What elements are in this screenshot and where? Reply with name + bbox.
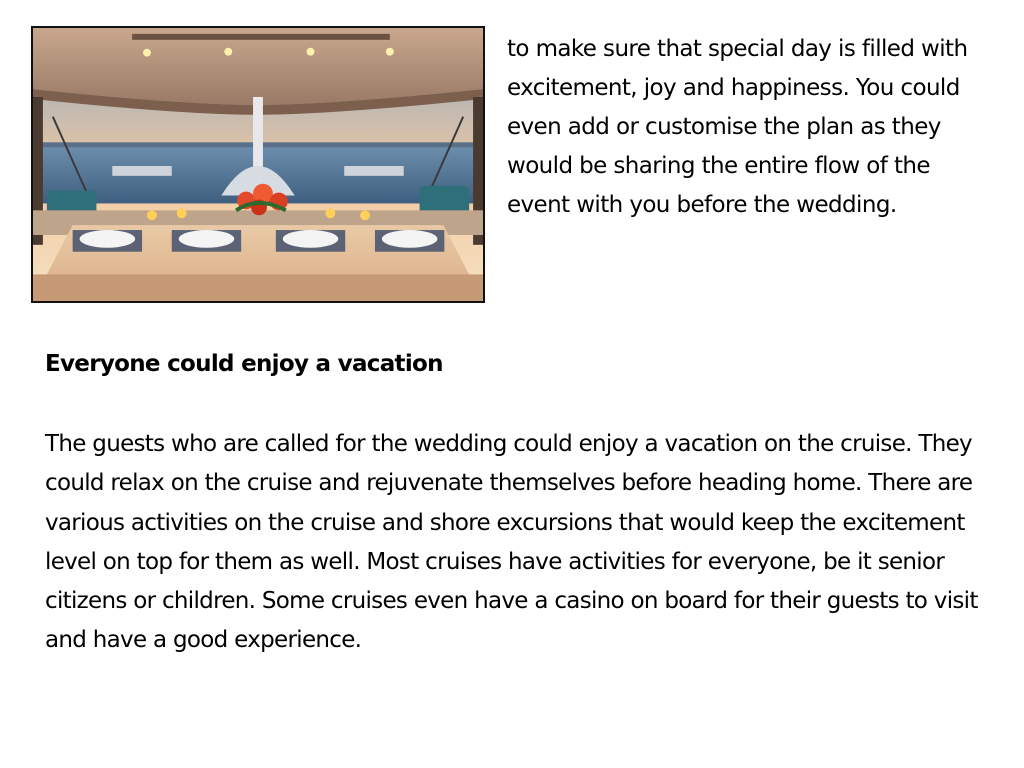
intro-paragraph: to make sure that special day is filled with excitement, joy and happiness. You could even add or customise the plan as they would be sharing the entire flow of the event with you before the wedding. [507, 36, 968, 218]
yacht-dinner-photo [31, 26, 485, 303]
body-paragraph: The guests who are called for the wedding could enjoy a vacation on the cruise. They could relax on the cruise and rejuvenate themselves before heading home. There are various activities on the cruise and shore excursions that would keep the excitement level on top for them as well. Most cruises have activities for everyone, be it senior citizens or children. Some cruises even have a casino on board for their guests to visit and have a good experience. [45, 431, 978, 654]
section-heading: Everyone could enjoy a vacation [45, 351, 443, 377]
yacht-dinner-illustration [33, 28, 483, 301]
